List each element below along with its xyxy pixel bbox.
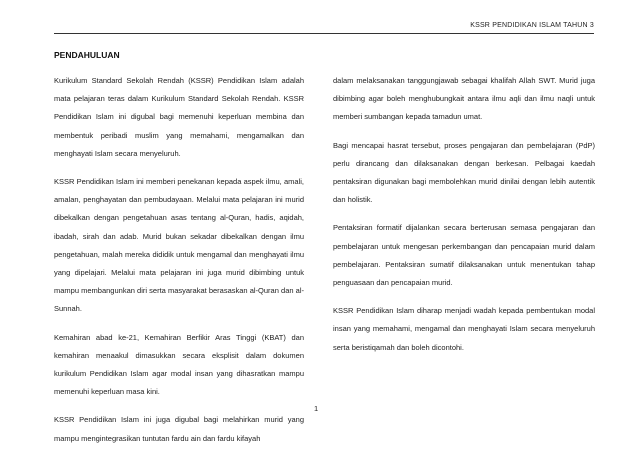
running-header: KSSR PENDIDIKAN ISLAM TAHUN 3 [470,22,594,29]
page-number: 1 [314,404,319,413]
left-column [54,72,304,458]
paragraph: Kurikulum Standard Sekolah Rendah (KSSR) Pendidikan Islam adalah mata pelajaran teras dalam Kurikulum Standard Sekolah Rendah. KSSR Pendidikan Islam ini digubal bagi memenuhi keperluan membina dan membentuk peribadi muslim yang memahami, mengamalkan dan menghayati Islam secara menyeluruh. [54,76,304,158]
paragraph: Bagi mencapai hasrat tersebut, proses pengajaran dan pembelajaran (PdP) perlu dirancang dan dilaksanakan dengan berkesan. Pelbagai kaedah pentaksiran digunakan bagi membolehkan murid dinilai dengan lebih autentik dan holistik. [333,140,595,205]
right-column [333,72,595,367]
paragraph: KSSR Pendidikan Islam diharap menjadi wadah kepada pembentukan modal insan yang memahami, mengamal dan menghayati Islam secara menyeluruh serta beristiqamah dan boleh dicontohi. [333,306,595,352]
paragraph: dalam melaksanakan tanggungjawab sebagai khalifah Allah SWT. Murid juga dibimbing agar boleh menghubungkait antara ilmu aqli dan ilmu naqli untuk memberi sumbangan kepada tamadun umat. [333,76,595,122]
paragraph: KSSR Pendidikan Islam ini memberi penekanan kepada aspek ilmu, amali, amalan, penghayatan dan pembudayaan. Melalui mata pelajaran ini murid dibekalkan dengan pengetahuan asas tentang al-Quran, hadis, aqidah, ibadah, sirah dan adab. Murid bukan sekadar dibekalkan dengan ilmu pengetahuan, malah mereka dididik untuk mengamal dan menghayati ilmu yang dipelajari. Melalui mata pelajaran ini juga murid dibimbing untuk mampu membangunkan diri serta masyarakat berasaskan al-Quran dan al-Sunnah. [54,177,304,314]
section-title: PENDAHULUAN [54,50,120,60]
paragraph: Pentaksiran formatif dijalankan secara berterusan semasa pengajaran dan pembelajaran untuk mengesan perkembangan dan pencapaian murid dalam pembelajaran. Pentaksiran sumatif dilaksanakan untuk menentukan tahap penguasaan dan pencapaian murid. [333,223,595,288]
paragraph: Kemahiran abad ke-21, Kemahiran Berfikir Aras Tinggi (KBAT) dan kemahiran menaakul dimasukkan secara eksplisit dalam dokumen kurikulum Pendidikan Islam agar modal insan yang dihasratkan mampu memenuhi keperluan masa kini. [54,332,304,397]
paragraph: KSSR Pendidikan Islam ini juga digubal bagi melahirkan murid yang mampu mengintegrasikan tuntutan fardu ain dan fardu kifayah [54,415,304,443]
header-divider [54,33,594,34]
